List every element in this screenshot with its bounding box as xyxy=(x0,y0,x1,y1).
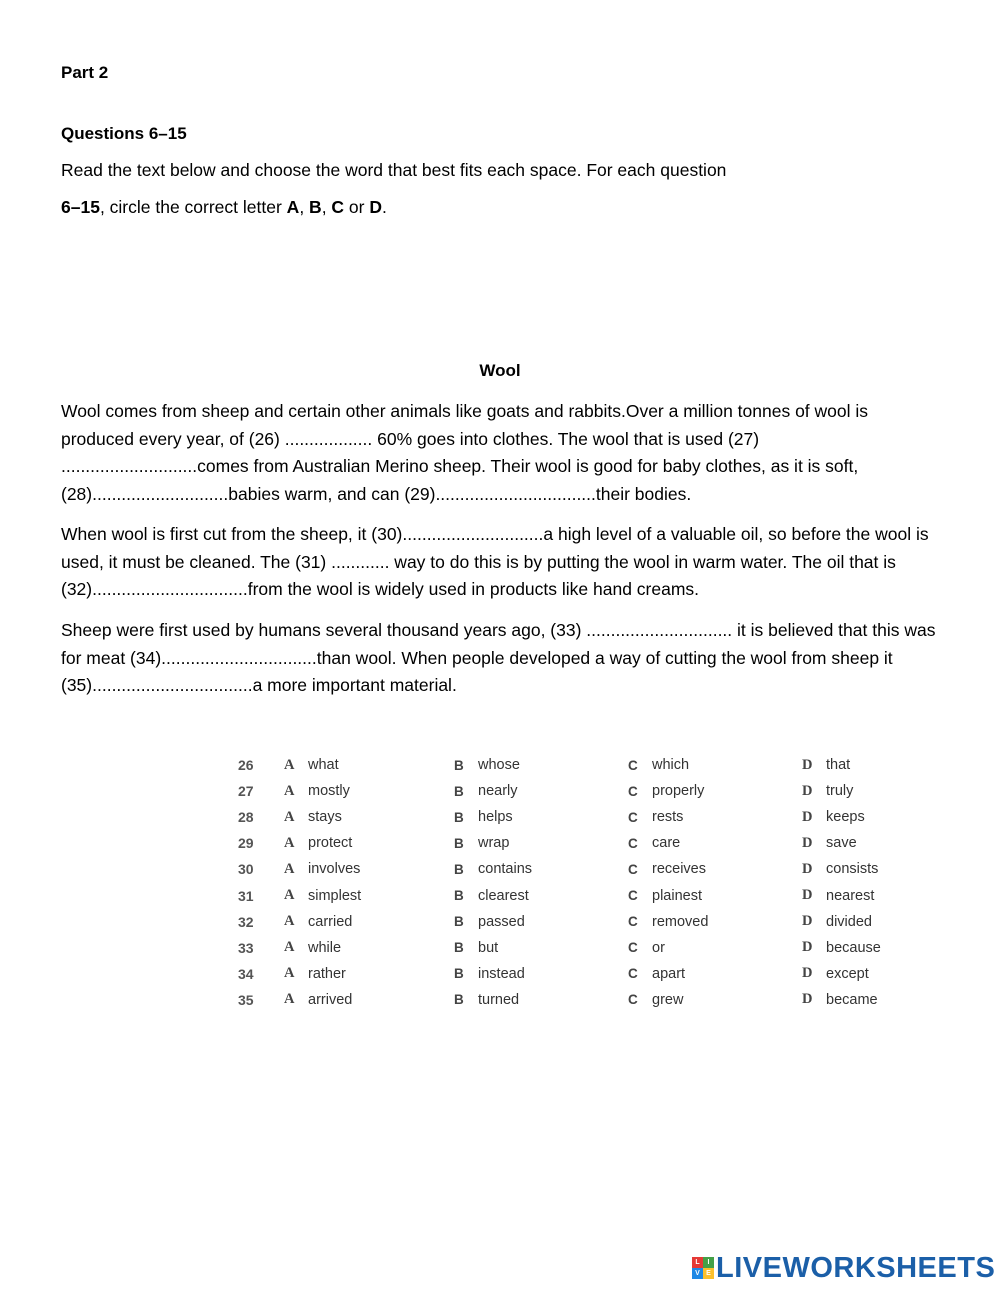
option-row xyxy=(230,752,906,778)
logo-mark-letter: V xyxy=(692,1268,703,1279)
option-letter-a: A xyxy=(284,887,295,904)
option-row xyxy=(230,909,906,935)
option-letter-a: A xyxy=(284,991,295,1008)
text-title: Wool xyxy=(479,361,521,380)
question-number: 29 xyxy=(238,835,254,852)
option-letter-c: C xyxy=(628,888,638,904)
option-letter-b: B xyxy=(454,757,464,773)
option-letter-c: C xyxy=(628,783,638,799)
option-d[interactable]: that xyxy=(826,757,851,774)
option-row xyxy=(230,935,906,961)
option-b[interactable]: nearly xyxy=(478,783,518,800)
option-row xyxy=(230,778,906,804)
option-row xyxy=(230,804,906,830)
option-letter-a: A xyxy=(284,808,295,825)
question-number: 33 xyxy=(238,939,254,956)
option-row xyxy=(230,830,906,856)
logo-icon xyxy=(692,1257,714,1279)
option-letter-b: B xyxy=(454,861,464,877)
option-d[interactable]: keeps xyxy=(826,809,865,826)
option-c[interactable]: grew xyxy=(652,991,684,1008)
option-c[interactable]: removed xyxy=(652,913,709,930)
option-b[interactable]: passed xyxy=(478,913,525,930)
option-c[interactable]: receives xyxy=(652,861,706,878)
question-number: 28 xyxy=(238,809,254,826)
option-a[interactable]: what xyxy=(308,757,339,774)
option-b[interactable]: but xyxy=(478,939,499,956)
option-b[interactable]: helps xyxy=(478,809,513,826)
liveworksheets-logo xyxy=(692,1251,995,1285)
letter-d: D xyxy=(369,197,382,217)
part-heading: Part 2 xyxy=(61,63,109,82)
option-letter-d: D xyxy=(802,860,813,877)
option-letter-c: C xyxy=(628,914,638,930)
option-letter-a: A xyxy=(284,939,295,956)
instruction-range: 6–15 xyxy=(61,197,100,217)
option-c[interactable]: plainest xyxy=(652,887,702,904)
option-letter-c: C xyxy=(628,966,638,982)
option-letter-b: B xyxy=(454,888,464,904)
option-d[interactable]: save xyxy=(826,835,857,852)
option-letter-c: C xyxy=(628,835,638,851)
instruction-text: , circle the correct letter xyxy=(99,197,287,217)
option-a[interactable]: carried xyxy=(308,913,353,930)
option-c[interactable]: rests xyxy=(652,809,684,826)
option-row xyxy=(230,987,906,1013)
option-letter-c: C xyxy=(628,861,638,877)
logo-mark-letter: I xyxy=(703,1257,714,1268)
option-b[interactable]: contains xyxy=(478,861,533,878)
question-number: 34 xyxy=(238,965,254,982)
separator: or xyxy=(344,197,370,217)
separator: . xyxy=(382,197,387,217)
question-number: 31 xyxy=(238,887,254,904)
option-a[interactable]: protect xyxy=(308,835,353,852)
option-a[interactable]: simplest xyxy=(308,887,362,904)
option-letter-a: A xyxy=(284,965,295,982)
letter-a: A xyxy=(286,197,300,217)
option-row xyxy=(230,856,906,882)
question-number: 35 xyxy=(238,991,254,1008)
option-a[interactable]: arrived xyxy=(308,991,353,1008)
option-c[interactable]: which xyxy=(652,757,690,774)
option-letter-a: A xyxy=(284,782,295,799)
question-number: 30 xyxy=(238,861,254,878)
option-letter-b: B xyxy=(454,783,464,799)
option-d[interactable]: consists xyxy=(826,861,879,878)
letter-c: C xyxy=(331,197,345,217)
instruction-line-1: Read the text below and choose the word that best fits each space. For each question xyxy=(61,160,727,180)
option-letter-d: D xyxy=(802,782,813,799)
option-letter-c: C xyxy=(628,992,638,1008)
option-letter-d: D xyxy=(802,808,813,825)
option-c[interactable]: apart xyxy=(652,965,686,982)
option-row xyxy=(230,882,906,908)
option-letter-d: D xyxy=(802,756,813,773)
option-d[interactable]: divided xyxy=(826,913,872,930)
option-letter-b: B xyxy=(454,966,464,982)
logo-text: LIVEWORKSHEETS xyxy=(716,1251,996,1284)
paragraph-3: Sheep were first used by humans several thousand years ago, (33) .............................. it is believed that this was for meat (34)................................than wool. When people developed a way of cutting the wool from sheep it (35).................................a more important material. xyxy=(61,620,936,696)
option-letter-c: C xyxy=(628,757,638,773)
option-d[interactable]: became xyxy=(826,991,878,1008)
option-b[interactable]: turned xyxy=(478,991,520,1008)
option-letter-c: C xyxy=(628,809,638,825)
separator: , xyxy=(321,197,332,217)
option-a[interactable]: while xyxy=(308,939,342,956)
option-letter-a: A xyxy=(284,913,295,930)
question-number: 27 xyxy=(238,783,254,800)
question-number: 26 xyxy=(238,757,254,774)
letter-b: B xyxy=(309,197,322,217)
option-a[interactable]: involves xyxy=(308,861,361,878)
option-letter-d: D xyxy=(802,887,813,904)
option-letter-d: D xyxy=(802,991,813,1008)
option-letter-d: D xyxy=(802,834,813,851)
question-number: 32 xyxy=(238,913,254,930)
paragraph-2: When wool is first cut from the sheep, it (30).............................a high level of a valuable oil, so before the wool is used, it must be cleaned. The (31) ............ way to do this is by putting the wool in warm water. The oil that is (32)................................from the wool is widely used in products like hand creams. xyxy=(61,524,929,600)
logo-mark-letter: L xyxy=(692,1257,703,1268)
option-letter-a: A xyxy=(284,860,295,877)
option-letter-a: A xyxy=(284,756,295,773)
option-letter-b: B xyxy=(454,914,464,930)
option-c[interactable]: care xyxy=(652,835,681,852)
option-d[interactable]: nearest xyxy=(826,887,875,904)
option-a[interactable]: rather xyxy=(308,965,346,982)
option-letter-b: B xyxy=(454,809,464,825)
option-letter-a: A xyxy=(284,834,295,851)
instruction-line-2 xyxy=(61,197,387,218)
option-b[interactable]: instead xyxy=(478,965,525,982)
options-table xyxy=(230,752,906,1013)
option-b[interactable]: wrap xyxy=(478,835,510,852)
option-a[interactable]: mostly xyxy=(308,783,350,800)
option-a[interactable]: stays xyxy=(308,809,342,826)
option-d[interactable]: truly xyxy=(826,783,854,800)
option-letter-d: D xyxy=(802,913,813,930)
option-letter-c: C xyxy=(628,940,638,956)
option-b[interactable]: clearest xyxy=(478,887,529,904)
option-letter-d: D xyxy=(802,965,813,982)
option-d[interactable]: except xyxy=(826,965,869,982)
option-letter-b: B xyxy=(454,940,464,956)
option-b[interactable]: whose xyxy=(478,757,520,774)
option-letter-b: B xyxy=(454,835,464,851)
paragraph-1: Wool comes from sheep and certain other animals like goats and rabbits.Over a million tonnes of wool is produced every year, of (26) .................. 60% goes into clothes. The wool that is used (27) ............................comes from Australian Merino sheep. Their wool is good for baby clothes, as it is soft, (28)............................babies warm, and can (29).................................their bodies. xyxy=(61,401,869,504)
questions-heading: Questions 6–15 xyxy=(61,124,187,143)
option-letter-b: B xyxy=(454,992,464,1008)
option-row xyxy=(230,961,906,987)
option-c[interactable]: properly xyxy=(652,783,705,800)
logo-mark-letter: E xyxy=(703,1268,714,1279)
option-c[interactable]: or xyxy=(652,939,665,956)
separator: , xyxy=(299,197,310,217)
option-letter-d: D xyxy=(802,939,813,956)
option-d[interactable]: because xyxy=(826,939,881,956)
